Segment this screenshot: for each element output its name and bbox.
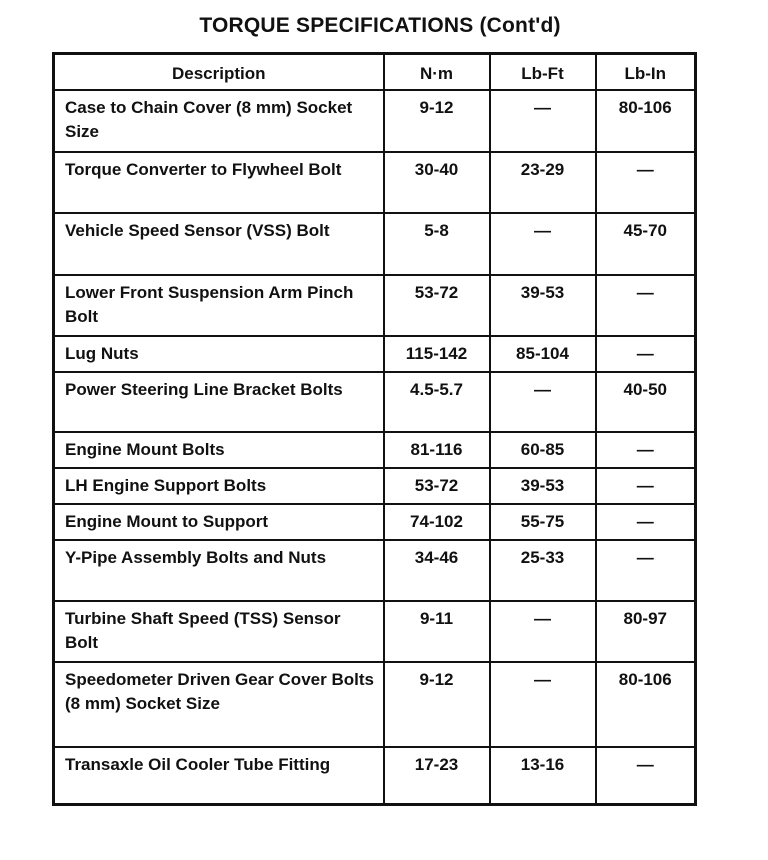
table-row xyxy=(54,468,696,504)
table-row xyxy=(54,504,696,540)
table-row xyxy=(54,336,696,372)
table-row xyxy=(54,152,696,213)
description-cell: Lower Front Suspension Arm Pinch Bolt xyxy=(54,275,384,336)
lbft-cell: — xyxy=(490,601,596,662)
column-header-lbft: Lb-Ft xyxy=(490,54,596,91)
description-cell: Torque Converter to Flywheel Bolt xyxy=(54,152,384,213)
nm-cell: 53-72 xyxy=(384,468,490,504)
description-cell: Power Steering Line Bracket Bolts xyxy=(54,372,384,432)
nm-cell: 81-116 xyxy=(384,432,490,468)
page-title: TORQUE SPECIFICATIONS (Cont'd) xyxy=(199,14,561,37)
lbin-cell: — xyxy=(596,336,696,372)
lbft-cell: — xyxy=(490,213,596,275)
lbin-cell: 80-106 xyxy=(596,662,696,747)
lbft-cell: 55-75 xyxy=(490,504,596,540)
lbft-cell: — xyxy=(490,662,596,747)
table-header-row xyxy=(54,54,696,91)
torque-specifications-table xyxy=(52,52,697,806)
lbin-cell: 45-70 xyxy=(596,213,696,275)
lbft-cell: 85-104 xyxy=(490,336,596,372)
lbft-cell: 23-29 xyxy=(490,152,596,213)
table-row xyxy=(54,372,696,432)
lbft-cell: 39-53 xyxy=(490,468,596,504)
lbin-cell: 80-106 xyxy=(596,90,696,152)
table-row xyxy=(54,540,696,601)
lbft-cell: 13-16 xyxy=(490,747,596,804)
description-cell: Engine Mount to Support xyxy=(54,504,384,540)
table-row xyxy=(54,432,696,468)
description-cell: Speedometer Driven Gear Cover Bolts (8 mm) Socket Size xyxy=(54,662,384,747)
lbin-cell: 40-50 xyxy=(596,372,696,432)
table-row xyxy=(54,275,696,336)
table-row xyxy=(54,601,696,662)
description-cell: Transaxle Oil Cooler Tube Fitting xyxy=(54,747,384,804)
column-header-nm: N·m xyxy=(384,54,490,91)
description-cell: Y-Pipe Assembly Bolts and Nuts xyxy=(54,540,384,601)
nm-cell: 9-12 xyxy=(384,90,490,152)
description-cell: LH Engine Support Bolts xyxy=(54,468,384,504)
lbft-cell: — xyxy=(490,90,596,152)
description-cell: Vehicle Speed Sensor (VSS) Bolt xyxy=(54,213,384,275)
nm-cell: 17-23 xyxy=(384,747,490,804)
lbin-cell: — xyxy=(596,275,696,336)
description-cell: Lug Nuts xyxy=(54,336,384,372)
column-header-lbin: Lb-In xyxy=(596,54,696,91)
nm-cell: 115-142 xyxy=(384,336,490,372)
nm-cell: 9-11 xyxy=(384,601,490,662)
lbft-cell: — xyxy=(490,372,596,432)
description-cell: Engine Mount Bolts xyxy=(54,432,384,468)
nm-cell: 34-46 xyxy=(384,540,490,601)
lbft-cell: 60-85 xyxy=(490,432,596,468)
lbin-cell: — xyxy=(596,468,696,504)
nm-cell: 5-8 xyxy=(384,213,490,275)
description-cell: Case to Chain Cover (8 mm) Socket Size xyxy=(54,90,384,152)
nm-cell: 74-102 xyxy=(384,504,490,540)
table-row xyxy=(54,90,696,152)
lbin-cell: — xyxy=(596,504,696,540)
lbin-cell: 80-97 xyxy=(596,601,696,662)
table-row xyxy=(54,213,696,275)
table-row xyxy=(54,662,696,747)
lbft-cell: 25-33 xyxy=(490,540,596,601)
table-row xyxy=(54,747,696,804)
description-cell: Turbine Shaft Speed (TSS) Sensor Bolt xyxy=(54,601,384,662)
nm-cell: 53-72 xyxy=(384,275,490,336)
lbin-cell: — xyxy=(596,152,696,213)
lbin-cell: — xyxy=(596,540,696,601)
column-header-description: Description xyxy=(54,54,384,91)
lbin-cell: — xyxy=(596,747,696,804)
lbft-cell: 39-53 xyxy=(490,275,596,336)
nm-cell: 9-12 xyxy=(384,662,490,747)
nm-cell: 4.5-5.7 xyxy=(384,372,490,432)
lbin-cell: — xyxy=(596,432,696,468)
nm-cell: 30-40 xyxy=(384,152,490,213)
